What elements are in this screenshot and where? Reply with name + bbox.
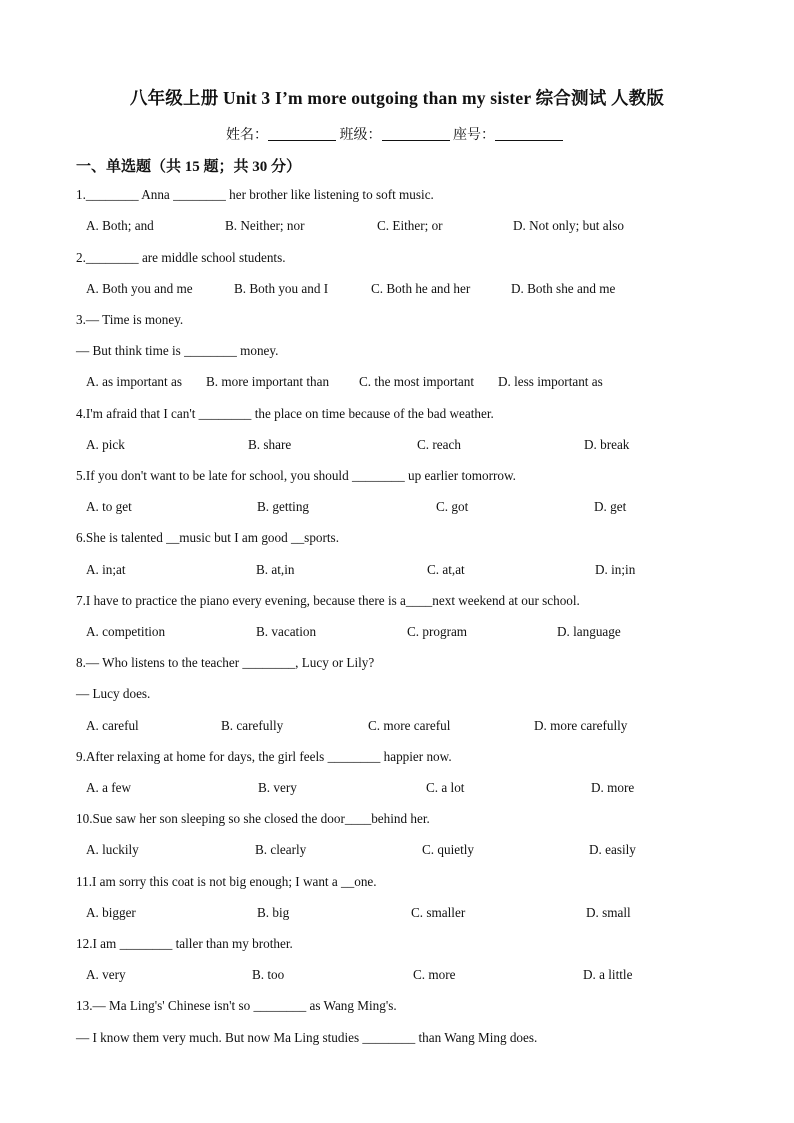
q12-option-c: C. more [413,967,456,982]
seat-blank[interactable] [495,127,563,141]
question-12-stem: 12.I am ________ taller than my brother. [76,936,293,951]
q10-option-d: D. easily [589,842,636,857]
q11-option-c: C. smaller [411,905,466,920]
q6-option-c: C. at,at [427,562,465,577]
q12-option-a: A. very [86,967,126,982]
seat-label: 座号： [453,128,495,143]
q4-option-c: C. reach [417,437,461,452]
student-info-row [226,124,563,144]
question-7-stem: 7.I have to practice the piano every evening, because there is a____next weekend at our school. [76,593,580,608]
class-blank[interactable] [382,127,450,141]
q5-option-b: B. getting [257,499,310,514]
question-8-stem: 8.— Who listens to the teacher ________, Lucy or Lily? [76,655,375,670]
question-11-stem: 11.I am sorry this coat is not big enough; I want a __one. [76,874,377,889]
q10-option-a: A. luckily [86,842,139,857]
q12-option-d: D. a little [583,967,633,982]
q9-option-a: A. a few [86,780,132,795]
question-1-stem: 1.________ Anna ________ her brother like listening to soft music. [76,187,434,202]
question-5-stem: 5.If you don't want to be late for school, you should ________ up earlier tomorrow. [76,468,516,483]
question-4-stem: 4.I'm afraid that I can't ________ the place on time because of the bad weather. [76,406,494,421]
q7-option-c: C. program [407,624,468,639]
q10-option-b: B. clearly [255,842,307,857]
q12-option-b: B. too [252,967,285,982]
q7-option-a: A. competition [86,624,166,639]
question-10-stem: 10.Sue saw her son sleeping so she closed the door____behind her. [76,811,430,826]
q2-option-b: B. Both you and I [234,281,329,296]
q7-option-b: B. vacation [256,624,317,639]
q11-option-d: D. small [586,905,631,920]
q1-option-d: D. Not only; but also [513,218,624,233]
q11-option-a: A. bigger [86,905,136,920]
name-label: 姓名： [226,128,268,143]
q3-option-d: D. less important as [498,374,603,389]
name-blank[interactable] [268,127,336,141]
q5-option-d: D. get [594,499,627,514]
question-9-stem: 9.After relaxing at home for days, the girl feels ________ happier now. [76,749,452,764]
q1-option-c: C. Either; or [377,218,443,233]
question-2-stem: 2.________ are middle school students. [76,250,286,265]
question-6-stem: 6.She is talented __music but I am good __sports. [76,530,339,545]
q8-option-b: B. carefully [221,718,284,733]
q10-option-c: C. quietly [422,842,475,857]
q11-option-b: B. big [257,905,290,920]
q8-option-a: A. careful [86,718,139,733]
q3-option-a: A. as important as [86,374,182,389]
q6-option-a: A. in;at [86,562,126,577]
q8-option-c: C. more careful [368,718,451,733]
class-label: 班级： [339,128,382,143]
q6-option-b: B. at,in [256,562,295,577]
question-8-stem-2: — Lucy does. [76,686,151,701]
q5-option-c: C. got [436,499,469,514]
q7-option-d: D. language [557,624,621,639]
q6-option-d: D. in;in [595,562,636,577]
q1-option-a: A. Both; and [86,218,154,233]
page-title: 八年级上册 Unit 3 I’m more outgoing than my sister 综合测试 人教版 [129,88,665,108]
q9-option-d: D. more [591,780,635,795]
q4-option-d: D. break [584,437,630,452]
q3-option-b: B. more important than [206,374,330,389]
q2-option-d: D. Both she and me [511,281,616,296]
question-13-stem: 13.— Ma Ling's' Chinese isn't so ________ as Wang Ming's. [76,998,397,1013]
section-title: 一、单选题（共 15 题；共 30 分） [76,159,302,175]
q8-option-d: D. more carefully [534,718,628,733]
q9-option-c: C. a lot [426,780,465,795]
q2-option-c: C. Both he and her [371,281,471,296]
q4-option-b: B. share [248,437,292,452]
q3-option-c: C. the most important [359,374,475,389]
q4-option-a: A. pick [86,437,125,452]
q1-option-b: B. Neither; nor [225,218,305,233]
q9-option-b: B. very [258,780,297,795]
question-3-stem-2: — But think time is ________ money. [76,343,279,358]
question-13-stem-2: — I know them very much. But now Ma Ling studies ________ than Wang Ming does. [76,1030,538,1045]
q5-option-a: A. to get [86,499,132,514]
q2-option-a: A. Both you and me [86,281,193,296]
question-3-stem: 3.— Time is money. [76,312,184,327]
